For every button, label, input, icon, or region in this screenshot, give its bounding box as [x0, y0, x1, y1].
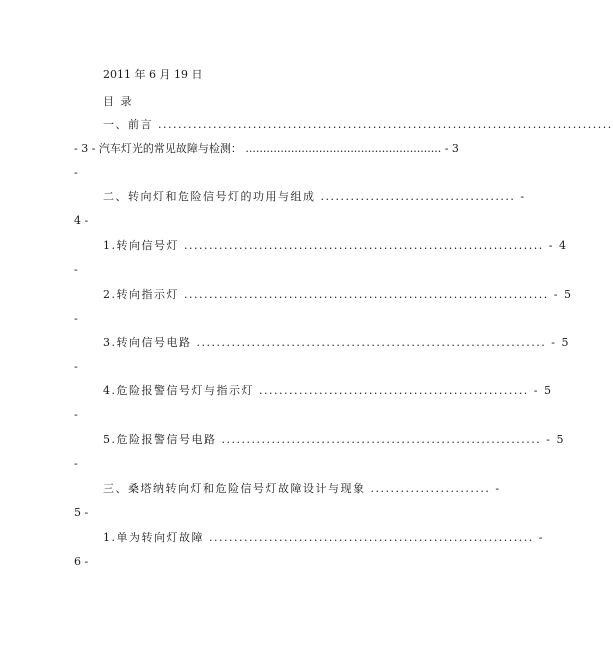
toc-line-wrap: 4 - [74, 214, 89, 227]
toc-line-light-faults: - 3 - 汽车灯光的常见故障与检测： ........................................................ - 3 [74, 142, 459, 155]
toc-line-turn-circuit: 3.转向信号电路 ...................................................................... - 5 [103, 336, 570, 349]
toc-line-single-turn-fault: 1.单为转向灯故障 ................................................................. - [103, 531, 544, 544]
toc-line-wrap: 5 - [74, 506, 89, 519]
toc-heading: 目 录 [103, 95, 133, 108]
toc-line-hazard-circuit: 5.危险报警信号电路 ................................................................ - 5 [103, 433, 565, 446]
toc-line-wrap: - [74, 457, 78, 470]
document-date: 2011 年 6 月 19 日 [103, 68, 203, 81]
toc-line-preface: 一、前言 ........................................................................................... [103, 118, 613, 131]
toc-line-wrap: - [74, 166, 78, 179]
toc-line-section-three: 三、桑塔纳转向灯和危险信号灯故障设计与现象 ........................ - [103, 482, 501, 495]
toc-line-turn-signal-lamp: 1.转向信号灯 ........................................................................ - 4 [103, 239, 568, 252]
toc-line-section-two: 二、转向灯和危险信号灯的功用与组成 ....................................... - [103, 190, 526, 203]
toc-line-wrap: - [74, 263, 78, 276]
toc-line-wrap: - [74, 360, 78, 373]
toc-line-wrap: - [74, 408, 78, 421]
toc-line-wrap: 6 - [74, 555, 89, 568]
toc-line-wrap: - [74, 312, 78, 325]
toc-line-hazard-lamp: 4.危险报警信号灯与指示灯 ...................................................... - 5 [103, 384, 553, 397]
toc-line-turn-indicator: 2.转向指示灯 ......................................................................... - 5 [103, 288, 573, 301]
